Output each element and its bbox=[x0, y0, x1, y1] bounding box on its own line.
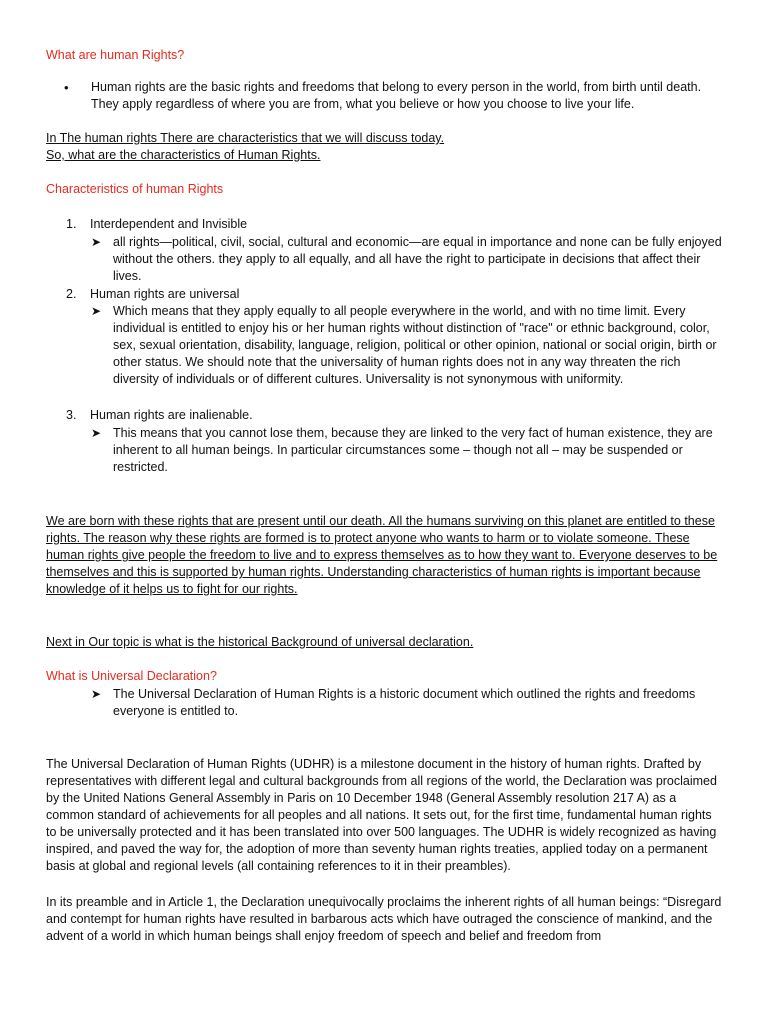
preamble-paragraph: In its preamble and in Article 1, the Declaration unequivocally proclaims the inherent rights of all human beings: “Disregard and contempt for human rights have resulted in barbarous acts which have outraged the conscience of mankind, and the advent of a world in which human beings shall enjoy freedom of speech and belief and freedom from bbox=[46, 895, 722, 943]
lead-line-1: In The human rights There are characteristics that we will discuss today. bbox=[46, 131, 445, 145]
lead-line-2: So, what are the characteristics of Human Rights. bbox=[46, 148, 321, 162]
characteristic-1-detail-item bbox=[91, 234, 723, 285]
characteristic-3-number: 3. bbox=[66, 408, 77, 422]
characteristic-3-detail-item bbox=[91, 425, 723, 476]
characteristic-2-detail: Which means that they apply equally to all people everywhere in the world, and with no time limit. Every individual is entitled to enjoy his or her human rights without distinction of "race" or ethnic background, color, sex, sexual orientation, disability, language, religion, political or other opinion, national or social origin, birth or other status. We should note that the universality of human rights does not in any way threaten the rich diversity of individuals or of different cultures. Universality is not synonymous with uniformity. bbox=[113, 304, 717, 386]
arrow-bullet-icon: ➤ bbox=[91, 687, 102, 701]
characteristic-2 bbox=[66, 286, 706, 303]
characteristic-1-detail: all rights—political, civil, social, cultural and economic—are equal in importance and none can be fully enjoyed without the others. they apply to all equally, and all have the right to participate in decisions that affect their lives. bbox=[113, 235, 722, 283]
characteristic-1 bbox=[66, 216, 706, 233]
intro-bullet: • Human rights are the basic rights and freedoms that belong to every person in the world, from birth until death. They apply regardless of where you are from, what you believe or how you choose to live your life. bbox=[64, 79, 724, 113]
udhr-bullet-item bbox=[91, 686, 723, 720]
characteristic-3-title: Human rights are inalienable. bbox=[90, 408, 253, 422]
characteristic-2-number: 2. bbox=[66, 287, 77, 301]
heading-characteristics: Characteristics of human Rights bbox=[46, 182, 224, 196]
characteristic-1-title: Interdependent and Invisible bbox=[90, 217, 248, 231]
next-topic-line: Next in Our topic is what is the historical Background of universal declaration. bbox=[46, 635, 474, 649]
udhr-paragraph: The Universal Declaration of Human Rights (UDHR) is a milestone document in the history of human rights. Drafted by representatives with different legal and cultural backgrounds from all regions of the world, the Declaration was proclaimed by the United Nations General Assembly in Paris on 10 December 1948 (General Assembly resolution 217 A) as a common standard of achievements for all peoples and all nations. It sets out, for the first time, fundamental human rights to be universally protected and it has been translated into over 500 languages. The UDHR is widely recognized as having inspired, and paved the way for, the adoption of more than seventy human rights treaties, applied today on a permanent basis at global and regional levels (all containing references to it in their preambles). bbox=[46, 757, 717, 873]
heading-universal-declaration: What is Universal Declaration? bbox=[46, 669, 217, 683]
arrow-bullet-icon: ➤ bbox=[91, 426, 102, 440]
heading-what-are-human-rights: What are human Rights? bbox=[46, 48, 185, 62]
characteristic-2-detail-item bbox=[91, 303, 723, 388]
udhr-bullet: The Universal Declaration of Human Rights is a historic document which outlined the rights and freedoms everyone is entitled to. bbox=[113, 687, 696, 718]
intro-bullet-list bbox=[64, 79, 724, 113]
born-paragraph: We are born with these rights that are present until our death. All the humans surviving on this planet are entitled to these rights. The reason why these rights are formed is to protect anyone who wants to harm or to violate someone. These human rights give people the freedom to live and to express themselves as to how they want to. Everyone deserves to be themselves and this is supported by human rights. Understanding characteristics of human rights is important because knowledge of it helps us to fight for our rights. bbox=[46, 514, 718, 596]
characteristic-2-title: Human rights are universal bbox=[90, 287, 240, 301]
characteristic-1-number: 1. bbox=[66, 217, 77, 231]
characteristic-3 bbox=[66, 407, 706, 424]
characteristic-3-detail: This means that you cannot lose them, because they are linked to the very fact of human existence, they are inherent to all human beings. In particular circumstances some – though not all – may be suspended or restricted. bbox=[113, 426, 713, 474]
arrow-bullet-icon: ➤ bbox=[91, 235, 102, 249]
arrow-bullet-icon: ➤ bbox=[91, 304, 102, 318]
